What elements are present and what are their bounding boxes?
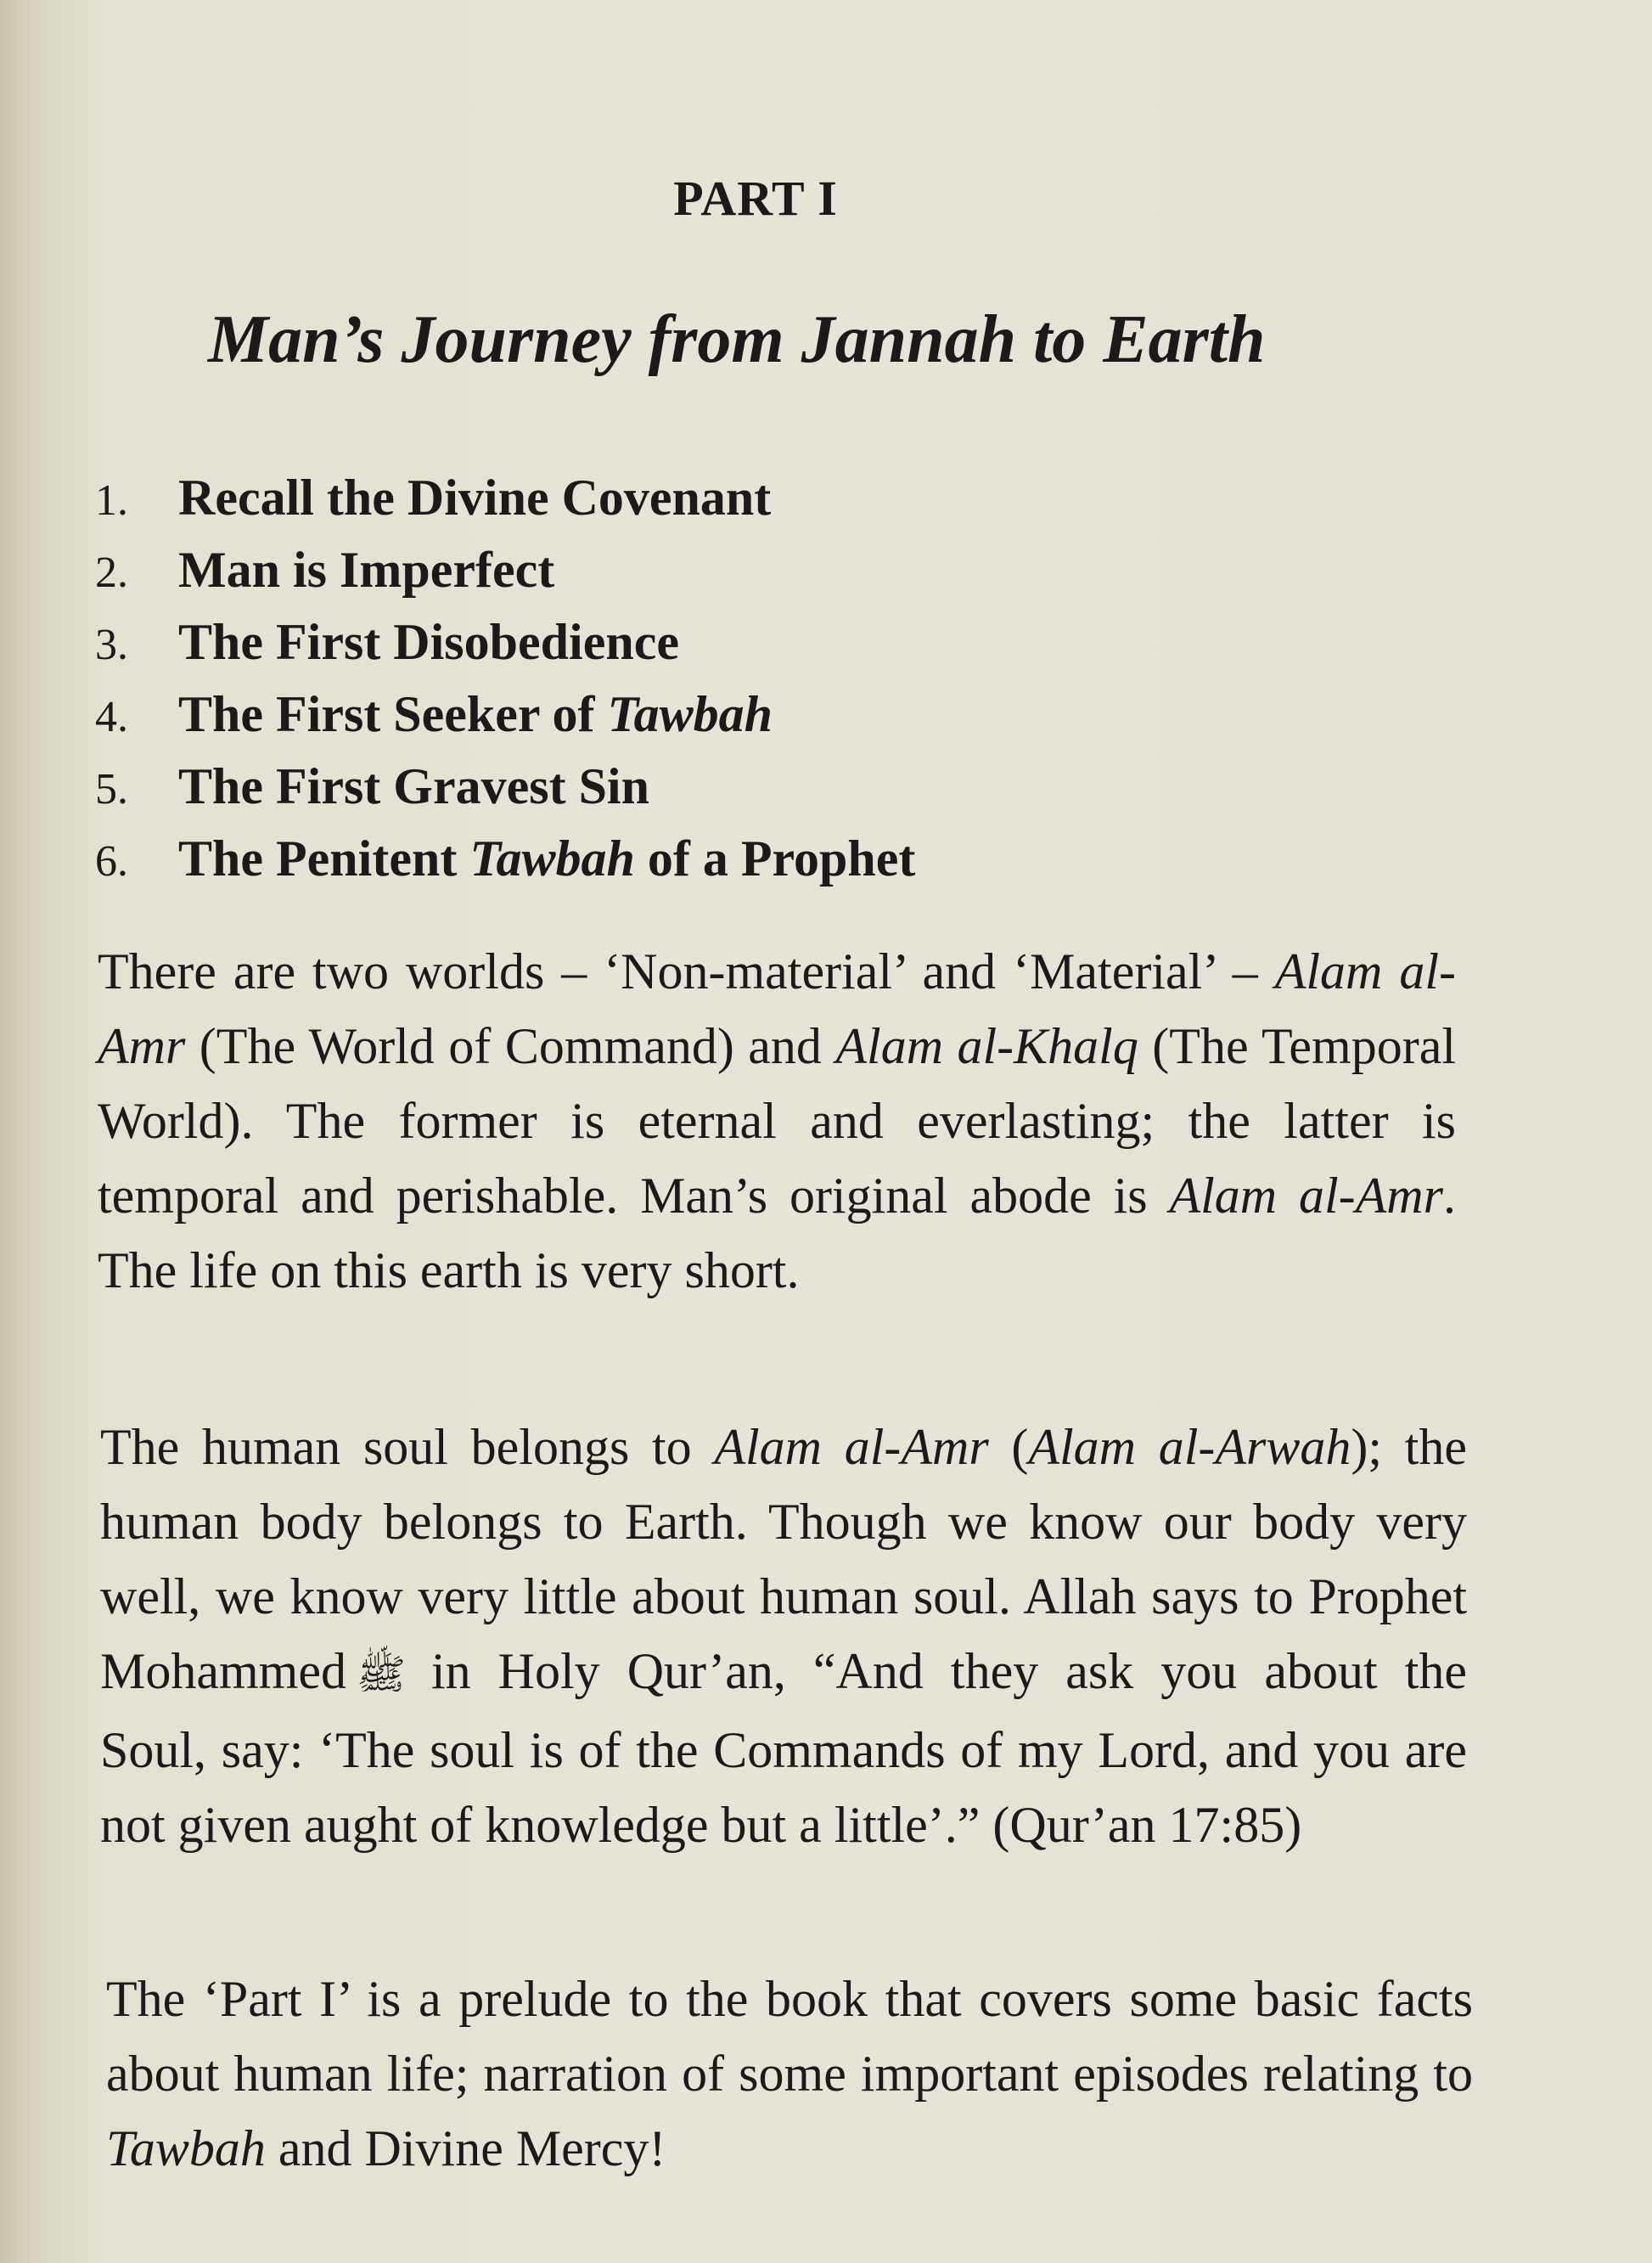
text-run: . The life on this earth is very short.	[98, 1168, 1456, 1298]
topic-item	[95, 685, 915, 757]
text-run: in Holy Qur’an, “And they ask you about the Soul, say: ‘The soul is of the Commands of my Lord, and you are not given aught of knowledge but a little’.” (Qur’an 17:85)	[100, 1643, 1467, 1853]
topic-text-tail: of a Prophet	[634, 830, 916, 887]
topic-item	[95, 830, 915, 902]
topic-text	[178, 685, 773, 744]
topic-text-italic: Tawbah	[607, 686, 773, 742]
topic-item	[95, 613, 915, 685]
text-run: ); the human body belongs to Earth. Though we know our body very well, we know very little about human soul. Allah says to Prophet Mohammed	[100, 1419, 1468, 1699]
italic-term: Alam al-Khalq	[835, 1018, 1138, 1074]
topic-number: 2.	[95, 549, 128, 597]
topic-item	[95, 757, 915, 830]
topic-text: Man is Imperfect	[178, 542, 555, 598]
topic-item	[95, 469, 915, 541]
topic-text: Recall the Divine Covenant	[178, 470, 772, 526]
text-run: (The Temporal World). The former is eternal and everlasting; the latter is temporal and perishable. Man’s original abode is	[98, 1018, 1456, 1224]
topic-item	[95, 541, 915, 613]
paragraph-human-soul	[100, 1410, 1467, 1862]
chapter-title: Man’s Journey from Jannah to Earth	[208, 302, 1266, 377]
italic-term: Alam al-Amr	[714, 1419, 989, 1475]
text-run: (The World of Command) and	[185, 1018, 836, 1074]
topic-number: 6.	[95, 837, 128, 886]
italic-term: Alam al-Amr	[98, 943, 1456, 1074]
topic-number: 1.	[95, 476, 128, 525]
topic-text-italic: Tawbah	[469, 830, 635, 887]
topic-text	[178, 830, 915, 888]
paragraph-two-worlds	[98, 934, 1456, 1308]
text-run: The human soul belongs to	[100, 1419, 715, 1475]
paragraph-prelude	[106, 1962, 1473, 2186]
topic-number: 4.	[95, 693, 128, 741]
italic-term: Tawbah	[106, 2120, 266, 2176]
italic-term: Alam al-Arwah	[1028, 1419, 1351, 1475]
topic-text-plain: The Penitent	[178, 830, 470, 887]
italic-term: Alam al-Amr	[1169, 1168, 1443, 1224]
part-heading: PART I	[673, 171, 838, 226]
topic-text: The First Disobedience	[178, 614, 679, 670]
salawat-seal-icon: ﷺ	[356, 1652, 406, 1697]
text-run: and Divine Mercy!	[265, 2120, 666, 2176]
text-run: There are two worlds – ‘Non-material’ and ‘Material’ –	[98, 943, 1275, 999]
text-run: The ‘Part I’ is a prelude to the book that covers some basic facts about human life; narration of some important episodes relating to	[106, 1971, 1473, 2102]
topic-text: The First Gravest Sin	[178, 758, 649, 814]
topic-text-plain: The First Seeker of	[178, 686, 608, 742]
topic-number: 3.	[95, 621, 128, 669]
topic-number: 5.	[95, 765, 128, 813]
topic-list	[95, 469, 915, 902]
text-run: (	[988, 1419, 1029, 1475]
